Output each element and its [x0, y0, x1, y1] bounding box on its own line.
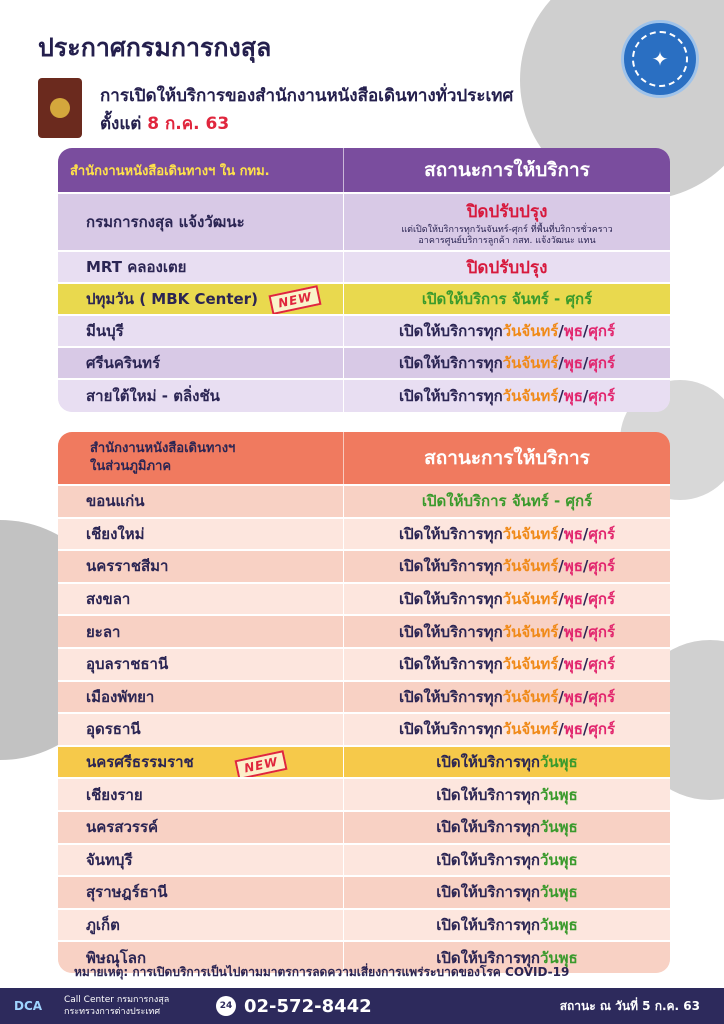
office-status	[343, 519, 670, 550]
subtitle-line1: การเปิดให้บริการของสำนักงานหนังสือเดินทางทั่วประเทศ	[100, 86, 514, 106]
bangkok-col-status: สถานะการให้บริการ	[343, 148, 670, 192]
regional-table	[58, 432, 670, 973]
table-row	[58, 378, 670, 412]
new-badge: NEW	[234, 750, 288, 780]
separator: /	[582, 622, 589, 641]
separator: /	[582, 720, 589, 739]
office-name: มีนบุรี	[86, 322, 124, 340]
subtitle-line2	[100, 110, 513, 138]
passport-icon	[38, 78, 82, 138]
office-status	[343, 194, 670, 250]
separator: /	[558, 590, 564, 609]
office-name: นครราชสีมา	[86, 557, 169, 576]
table-row	[58, 314, 670, 346]
office-name: ภูเก็ต	[86, 916, 120, 935]
bangkok-table-header	[58, 148, 670, 192]
separator: /	[558, 354, 564, 372]
office-status	[343, 714, 670, 745]
regional-rows	[58, 484, 670, 973]
separator: /	[558, 655, 564, 674]
office-name: จันทบุรี	[86, 850, 133, 869]
day-wednesday: พุธ	[563, 720, 583, 739]
day-wednesday: พุธ	[563, 524, 583, 543]
footnote: หมายเหตุ: การเปิดบริการเป็นไปตามมาตรการลดความเสี่ยงการแพร่ระบาดของโรค COVID-19	[74, 965, 570, 979]
bangkok-col-office: สำนักงานหนังสือเดินทางฯ ใน กทม.	[70, 163, 270, 179]
separator: /	[582, 557, 589, 576]
status-open: เปิดให้บริการ จันทร์ - ศุกร์	[421, 492, 593, 511]
regional-col-office	[58, 440, 343, 476]
subtitle-prefix: ตั้งแต่	[100, 114, 142, 134]
table-row	[58, 346, 670, 378]
office-status	[343, 551, 670, 582]
office-name: ยะลา	[86, 622, 121, 641]
separator: /	[558, 322, 564, 340]
office-name: ศรีนครินทร์	[86, 354, 161, 372]
table-row	[58, 843, 670, 876]
day-wednesday: วันพุธ	[539, 916, 578, 935]
office-name: อุดรธานี	[86, 720, 141, 739]
office-status	[343, 584, 670, 615]
day-friday: ศุกร์	[588, 622, 616, 641]
new-badge: NEW	[268, 285, 322, 315]
regional-table-header	[58, 432, 670, 484]
day-friday: ศุกร์	[588, 524, 616, 543]
separator: /	[582, 687, 589, 706]
day-friday: ศุกร์	[588, 322, 616, 340]
day-wednesday: วันพุธ	[539, 818, 578, 837]
table-row	[58, 549, 670, 582]
office-status	[343, 616, 670, 647]
day-monday: วันจันทร์	[502, 354, 559, 372]
day-monday: วันจันทร์	[502, 557, 559, 576]
phone-number[interactable]: 02-572-8442	[244, 995, 372, 1017]
table-row	[58, 810, 670, 843]
table-row	[58, 647, 670, 680]
dca-logo: DCA	[14, 999, 43, 1013]
day-monday: วันจันทร์	[502, 720, 559, 739]
table-row	[58, 282, 670, 314]
call-center-line2: กระทรวงการต่างประเทศ	[64, 1007, 161, 1017]
office-status	[343, 284, 670, 314]
table-row	[58, 712, 670, 745]
day-friday: ศุกร์	[588, 655, 616, 674]
status-open: เปิดให้บริการ จันทร์ - ศุกร์	[421, 290, 593, 308]
office-status	[343, 812, 670, 843]
day-wednesday: วันพุธ	[539, 753, 578, 772]
table-row	[58, 908, 670, 941]
status-text: เปิดให้บริการทุก	[398, 655, 503, 674]
status-text: เปิดให้บริการทุก	[436, 916, 540, 935]
status-text: เปิดให้บริการทุก	[398, 622, 503, 641]
office-name: นครสวรรค์	[86, 818, 159, 837]
status-text: เปิดให้บริการทุก	[398, 687, 503, 706]
office-status	[343, 486, 670, 517]
page-title: ประกาศกรมการกงสุล	[38, 33, 272, 62]
office-name: เชียงใหม่	[86, 524, 145, 543]
day-friday: ศุกร์	[588, 387, 616, 405]
status-text: เปิดให้บริการทุก	[436, 818, 540, 837]
separator: /	[558, 557, 564, 576]
day-wednesday: พุธ	[563, 322, 583, 340]
table-row	[58, 745, 670, 778]
day-monday: วันจันทร์	[502, 622, 559, 641]
office-status	[343, 682, 670, 713]
day-wednesday: พุธ	[563, 557, 583, 576]
status-text: เปิดให้บริการทุก	[398, 524, 503, 543]
office-status	[343, 348, 670, 378]
office-status	[343, 649, 670, 680]
office-status	[343, 910, 670, 941]
status-text: เปิดให้บริการทุก	[436, 883, 540, 902]
office-status	[343, 747, 670, 778]
regional-col-office-line1: สำนักงานหนังสือเดินทางฯ	[90, 441, 236, 456]
regional-col-status: สถานะการให้บริการ	[343, 432, 670, 484]
table-row	[58, 680, 670, 713]
day-wednesday: วันพุธ	[539, 948, 578, 967]
status-text: เปิดให้บริการทุก	[398, 322, 503, 340]
bangkok-table	[58, 148, 670, 412]
office-name: สายใต้ใหม่ - ตลิ่งชัน	[86, 387, 220, 405]
office-name: สงขลา	[86, 590, 131, 609]
call-center-line1: Call Center กรมการกงสุล	[64, 995, 170, 1005]
status-text: เปิดให้บริการทุก	[398, 590, 503, 609]
status-text: เปิดให้บริการทุก	[436, 785, 540, 804]
status-date: สถานะ ณ วันที่ 5 ก.ค. 63	[559, 998, 700, 1013]
office-name: กรมการกงสุล แจ้งวัฒนะ	[86, 213, 245, 231]
status-text: เปิดให้บริการทุก	[398, 720, 503, 739]
day-friday: ศุกร์	[588, 720, 616, 739]
office-status	[343, 252, 670, 282]
day-wednesday: วันพุธ	[539, 785, 578, 804]
separator: /	[582, 387, 589, 405]
day-wednesday: วันพุธ	[539, 850, 578, 869]
day-monday: วันจันทร์	[502, 655, 559, 674]
day-friday: ศุกร์	[588, 354, 616, 372]
status-text: เปิดให้บริการทุก	[398, 557, 503, 576]
day-monday: วันจันทร์	[502, 687, 559, 706]
day-monday: วันจันทร์	[502, 524, 559, 543]
day-wednesday: พุธ	[563, 687, 583, 706]
separator: /	[558, 720, 564, 739]
office-status	[343, 877, 670, 908]
page-subtitle	[100, 82, 513, 138]
call-center-label	[64, 994, 194, 1018]
table-row	[58, 614, 670, 647]
office-name: MRT คลองเตย	[86, 258, 187, 276]
status-note-line1: แต่เปิดให้บริการทุกวันจันทร์-ศุกร์ ที่พื้นที่บริการชั่วคราว	[401, 224, 613, 235]
table-row	[58, 875, 670, 908]
office-status	[343, 316, 670, 346]
subtitle-date: 8 ก.ค. 63	[147, 114, 230, 134]
table-row	[58, 250, 670, 282]
separator: /	[582, 322, 589, 340]
separator: /	[582, 354, 589, 372]
office-name: สุราษฎร์ธานี	[86, 883, 168, 902]
footer-bar	[0, 988, 724, 1024]
status-text: เปิดให้บริการทุก	[398, 387, 503, 405]
table-row	[58, 192, 670, 250]
status-text: เปิดให้บริการทุก	[436, 753, 540, 772]
office-name: เมืองพัทยา	[86, 687, 155, 706]
office-name: ขอนแก่น	[86, 492, 145, 511]
day-wednesday: พุธ	[563, 387, 583, 405]
status-text: เปิดให้บริการทุก	[436, 948, 540, 967]
day-friday: ศุกร์	[588, 557, 616, 576]
day-wednesday: พุธ	[563, 655, 583, 674]
table-row	[58, 777, 670, 810]
day-monday: วันจันทร์	[502, 322, 559, 340]
day-wednesday: พุธ	[563, 590, 583, 609]
day-wednesday: วันพุธ	[539, 883, 578, 902]
separator: /	[558, 622, 564, 641]
office-name: ปทุมวัน ( MBK Center)	[86, 290, 258, 308]
day-monday: วันจันทร์	[502, 387, 559, 405]
bangkok-rows	[58, 192, 670, 412]
day-wednesday: พุธ	[563, 354, 583, 372]
separator: /	[582, 524, 589, 543]
regional-col-office-line2: ในส่วนภูมิภาค	[90, 459, 172, 474]
table-row	[58, 582, 670, 615]
separator: /	[558, 387, 564, 405]
day-friday: ศุกร์	[588, 687, 616, 706]
separator: /	[558, 687, 564, 706]
hour24-icon: 24	[216, 996, 236, 1016]
status-closed: ปิดปรับปรุง	[466, 257, 548, 278]
day-monday: วันจันทร์	[502, 590, 559, 609]
separator: /	[558, 524, 564, 543]
status-closed: ปิดปรับปรุง	[466, 201, 548, 222]
separator: /	[582, 655, 589, 674]
emblem-icon: ✦	[621, 20, 699, 98]
day-friday: ศุกร์	[588, 590, 616, 609]
office-name: พิษณุโลก	[86, 948, 147, 967]
office-name: นครศรีธรรมราช	[86, 753, 194, 772]
table-row	[58, 484, 670, 517]
day-wednesday: พุธ	[563, 622, 583, 641]
office-status	[343, 380, 670, 412]
office-status	[343, 779, 670, 810]
status-note-line2: อาคารศูนย์บริการลูกค้า กสท. แจ้งวัฒนะ แทน	[418, 235, 596, 246]
status-text: เปิดให้บริการทุก	[436, 850, 540, 869]
table-row	[58, 517, 670, 550]
separator: /	[582, 590, 589, 609]
office-status	[343, 845, 670, 876]
office-name: อุบลราชธานี	[86, 655, 169, 674]
status-text: เปิดให้บริการทุก	[398, 354, 503, 372]
office-name: เชียงราย	[86, 785, 143, 804]
